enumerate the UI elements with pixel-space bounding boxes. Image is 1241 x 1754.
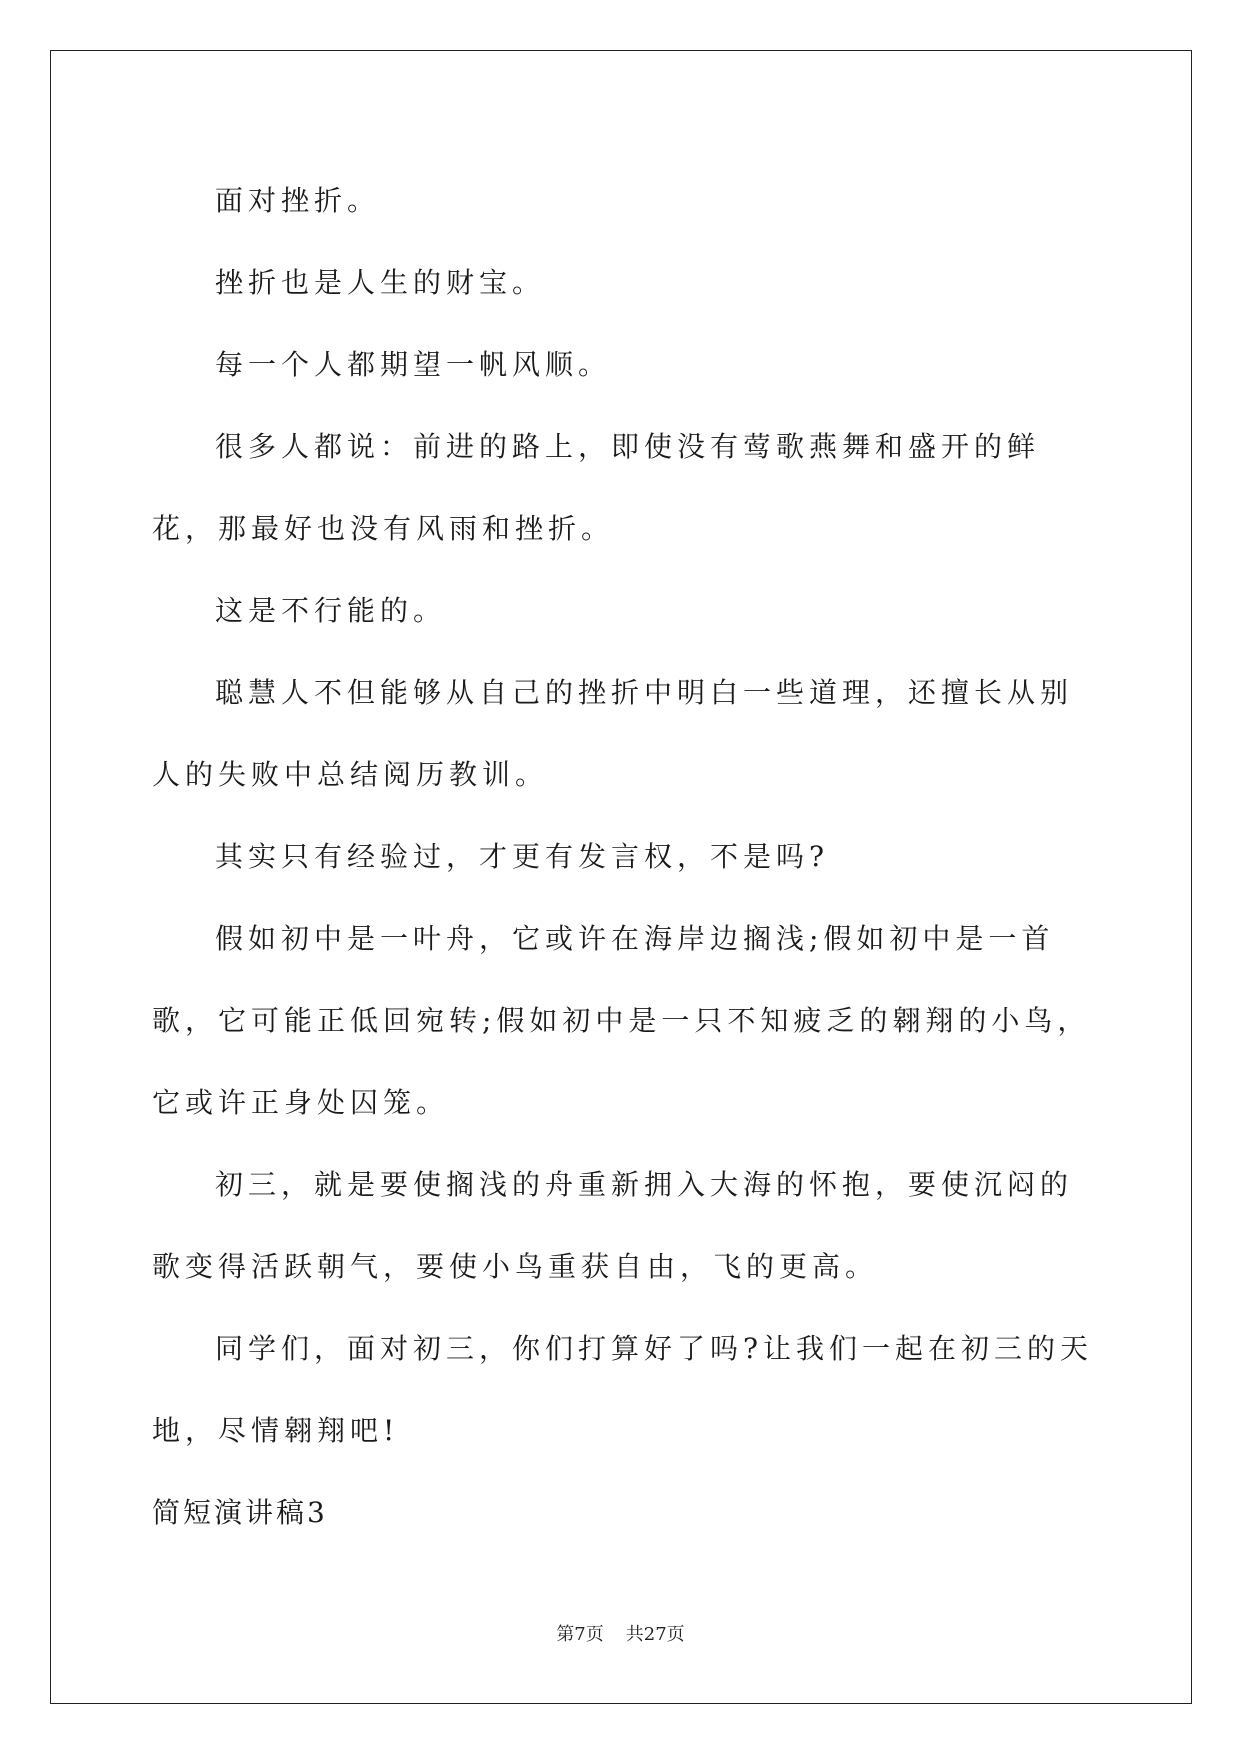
paragraph: 很多人都说：前进的路上，即使没有莺歌燕舞和盛开的鲜花，那最好也没有风雨和挫折。 xyxy=(152,430,1041,545)
paragraph: 挫折也是人生的财宝。 xyxy=(215,266,546,299)
page-footer xyxy=(0,1620,1241,1646)
paragraph: 同学们，面对初三，你们打算好了吗?让我们一起在初三的天地，尽情翱翔吧! xyxy=(152,1332,1094,1447)
paragraph: 每一个人都期望一帆风顺。 xyxy=(215,348,612,381)
paragraph: 面对挫折。 xyxy=(215,184,381,217)
paragraph: 聪慧人不但能够从自己的挫折中明白一些道理，还擅长从别人的失败中总结阅历教训。 xyxy=(152,676,1074,791)
paragraph: 初三，就是要使搁浅的舟重新拥入大海的怀抱，要使沉闷的歌变得活跃朝气，要使小鸟重获自由，飞的更高。 xyxy=(152,1168,1074,1283)
section-heading: 简短演讲稿3 xyxy=(152,1496,328,1529)
paragraph: 这是不行能的。 xyxy=(215,594,447,627)
document-body xyxy=(152,160,1097,1554)
paragraph: 其实只有经验过，才更有发言权，不是吗? xyxy=(215,840,830,873)
paragraph: 假如初中是一叶舟，它或许在海岸边搁浅;假如初中是一首歌，它可能正低回宛转;假如初中是一只不知疲乏的翱翔的小鸟，它或许正身处囚笼。 xyxy=(152,922,1091,1119)
page-total: 共27页 xyxy=(625,1624,685,1645)
page-number: 第7页 xyxy=(556,1624,604,1645)
